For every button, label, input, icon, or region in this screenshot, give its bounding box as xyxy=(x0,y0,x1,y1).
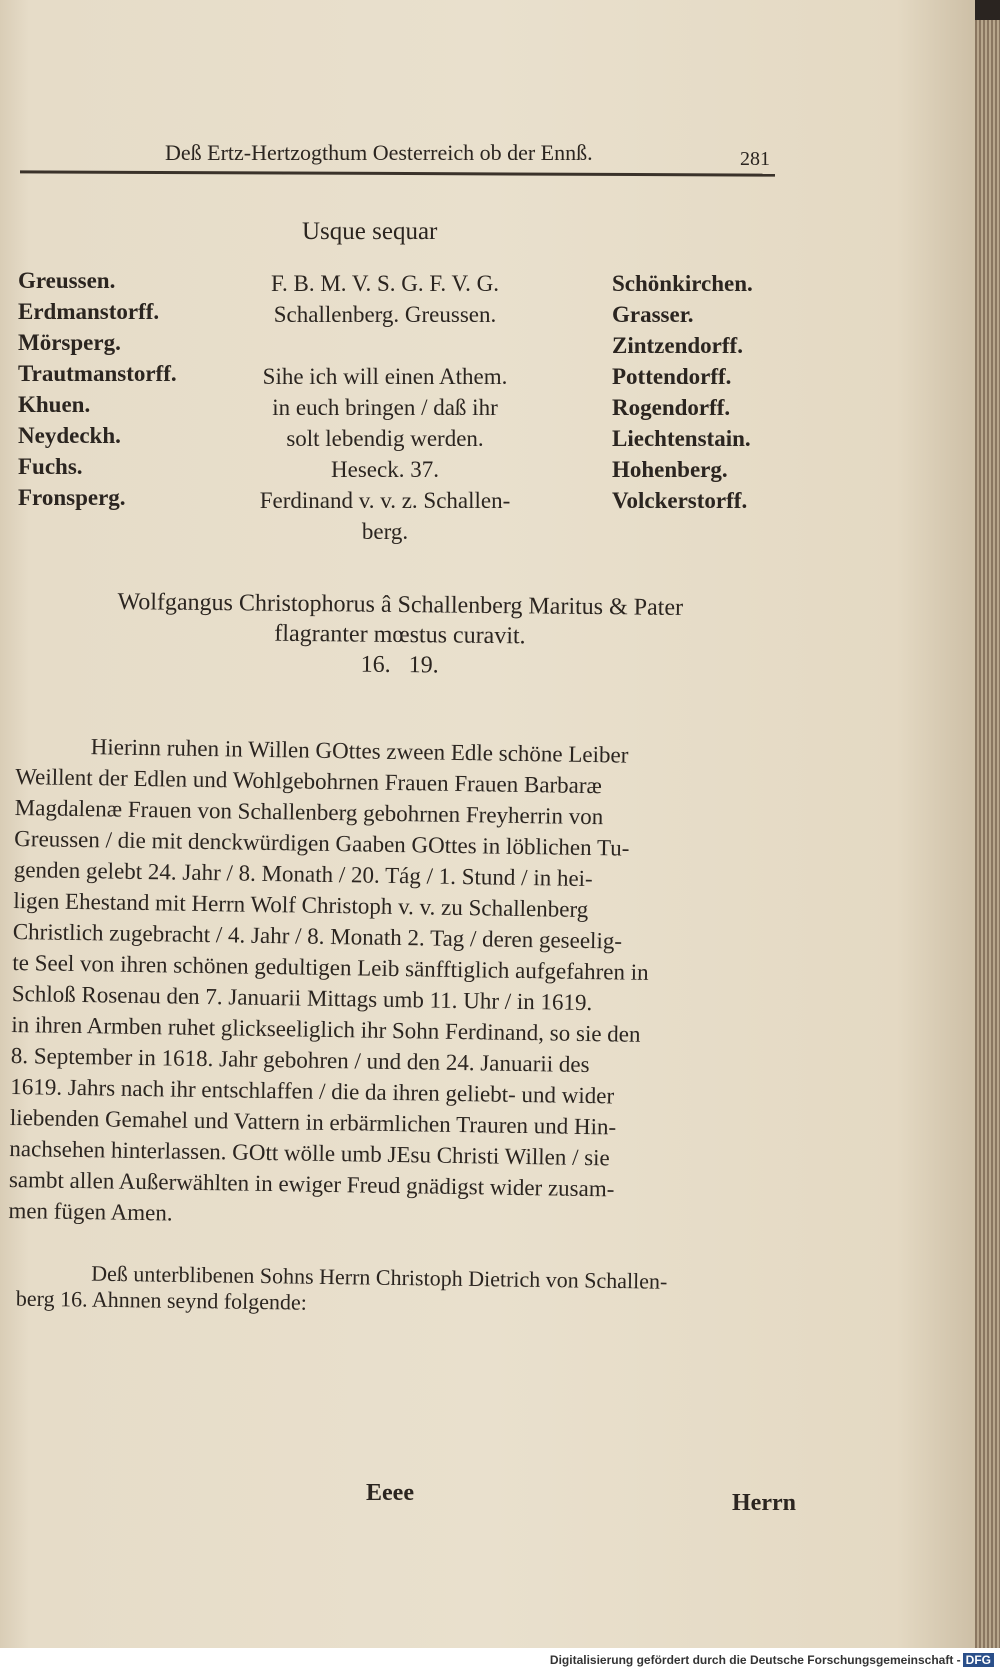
body-line: sambt allen Außerwählten in ewiger Freud gnädigst wider zusam- xyxy=(8,1166,615,1202)
body-line: men fügen Amen. xyxy=(8,1197,173,1226)
dfg-logo: DFG xyxy=(963,1653,994,1667)
body-line: Greussen / die mit denckwürdigen Gaaben GOttes in löblichen Tu- xyxy=(14,825,630,861)
left-name: Trautmanstorff. xyxy=(18,361,177,386)
center-inscription xyxy=(205,268,565,547)
inscription-line: F. B. M. V. S. G. F. V. G. xyxy=(271,271,499,296)
left-name: Erdmanstorff. xyxy=(18,299,160,324)
body-line: Hierinn ruhen in Willen GOttes zween Edle schöne Leiber xyxy=(90,734,629,768)
right-name: Volckerstorff. xyxy=(612,488,748,513)
inscription-line: Sihe ich will einen Athem. xyxy=(262,364,508,389)
closing-line: berg 16. Ahnnen seynd folgende: xyxy=(15,1285,308,1315)
motto: Usque sequar xyxy=(302,218,438,245)
latin-dedication xyxy=(40,586,761,684)
body-line: genden gelebt 24. Jahr / 8. Monath / 20. Tág / 1. Stund / in hei- xyxy=(13,856,593,892)
closing-paragraph xyxy=(16,1260,787,1323)
signature-mark: Eeee xyxy=(366,1480,414,1506)
left-names-column xyxy=(18,265,177,513)
page-number: 281 xyxy=(740,148,770,170)
body-line: liebenden Gemahel und Vattern in erbärmlichen Trauren und Hin- xyxy=(9,1104,617,1140)
digitization-credit xyxy=(550,1653,994,1667)
right-name: Schönkirchen. xyxy=(612,271,753,296)
left-name: Khuen. xyxy=(18,392,91,417)
left-name: Fronsperg. xyxy=(18,485,126,510)
inscription-line: in euch bringen / daß ihr xyxy=(272,395,498,420)
left-name: Mörsperg. xyxy=(18,330,121,355)
left-name: Fuchs. xyxy=(18,454,83,479)
body-line: in ihren Armben ruhet glickseeliglich ihr Sohn Ferdinand, so sie den xyxy=(11,1011,641,1047)
inscription-line: Schallenberg. Greussen. xyxy=(273,302,497,327)
catchword: Herrn xyxy=(732,1490,796,1516)
inscription-line: Heseck. 37. xyxy=(331,457,439,482)
right-name: Liechtenstain. xyxy=(612,426,751,451)
body-line: 1619. Jahrs nach ihr entschlaffen / die da ihren geliebt- und wider xyxy=(10,1073,615,1109)
right-name: Zintzendorff. xyxy=(612,333,743,358)
latin-line: flagranter mœstus curavit. xyxy=(274,620,526,650)
inscription-line: berg. xyxy=(361,519,409,544)
running-title: Deß Ertz-Hertzogthum Oesterreich ob der Ennß. xyxy=(165,140,593,165)
latin-line: Wolfgangus Christophorus â Schallenberg Maritus & Pater xyxy=(117,589,684,621)
body-line: ligen Ehestand mit Herrn Wolf Christoph v. v. zu Schallenberg xyxy=(13,887,589,923)
body-line: Weillent der Edlen und Wohlgebohrnen Frauen Frauen Barbaræ xyxy=(15,763,603,799)
closing-line: Deß unterblibenen Sohns Herrn Christoph Dietrich von Schallen- xyxy=(91,1260,668,1294)
epitaph-paragraph xyxy=(8,730,786,1238)
right-name: Grasser. xyxy=(612,302,694,327)
inscription-line xyxy=(205,330,565,361)
right-name: Pottendorff. xyxy=(612,364,732,389)
header-rule xyxy=(20,170,775,176)
body-line: Magdalenæ Frauen von Schallenberg gebohrnen Freyherrin von xyxy=(14,794,604,830)
left-name: Greussen. xyxy=(18,268,116,293)
right-name: Rogendorff. xyxy=(612,395,731,420)
body-line: te Seel von ihren schönen gedultigen Leib sänfftiglich aufgefahren in xyxy=(12,949,649,985)
page-edges xyxy=(975,20,1000,1648)
body-line: Christlich zugebracht / 4. Jahr / 8. Monath 2. Tag / deren geseelig- xyxy=(12,918,623,954)
right-name: Hohenberg. xyxy=(612,457,728,482)
body-line: 8. September in 1618. Jahr gebohren / und den 24. Januarii des xyxy=(10,1042,590,1078)
body-line: nachsehen hinterlassen. GOtt wölle umb JEsu Christi Willen / sie xyxy=(9,1135,610,1171)
inscription-line: Ferdinand v. v. z. Schallen- xyxy=(259,488,511,513)
latin-date: 16. 19. xyxy=(360,651,439,679)
left-name: Neydeckh. xyxy=(18,423,121,448)
body-line: Schloß Rosenau den 7. Januarii Mittags umb 11. Uhr / in 1619. xyxy=(11,980,593,1016)
right-names-column xyxy=(612,268,753,516)
credit-text: Digitalisierung gefördert durch die Deutsche Forschungsgemeinschaft - xyxy=(549,1653,961,1667)
inscription-line: solt lebendig werden. xyxy=(286,426,484,451)
